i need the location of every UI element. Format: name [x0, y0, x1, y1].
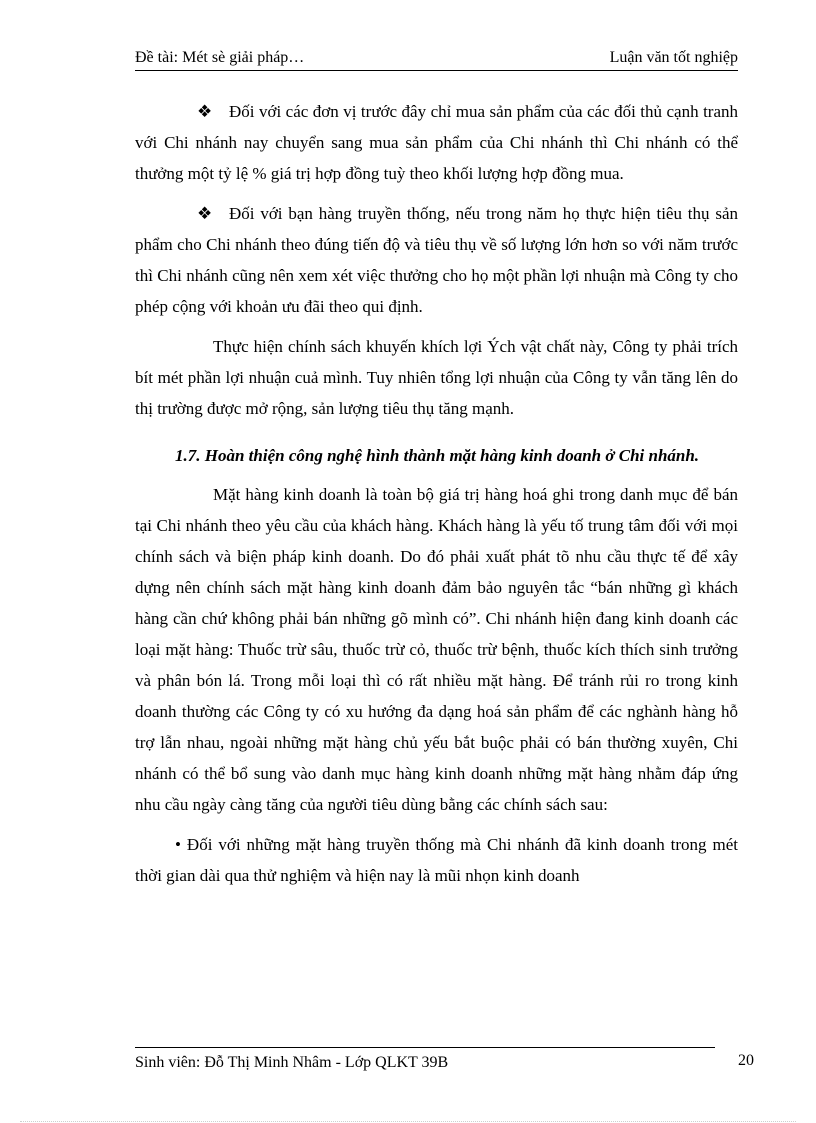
page-header: [135, 48, 738, 71]
paragraph-text: Đối với các đơn vị trước đây chỉ mua sản phẩm của các đối thủ cạnh tranh với Chi nhánh nay chuyển sang mua sản phẩm của Chi nhánh thì Chi nhánh có thể thưởng một tỷ lệ % giá trị hợp đồng tuỳ theo khối lượng hợp đồng mua.: [135, 102, 738, 183]
footer-divider: [135, 1047, 715, 1048]
header-thesis-label: Luận văn tốt nghiệp: [609, 49, 738, 66]
header-topic: Đề tài: Mét sè giải pháp…: [135, 49, 305, 66]
diamond-bullet-icon: ❖: [197, 102, 213, 121]
dot-bullet-paragraph: [135, 829, 738, 891]
bullet-paragraph-1: [135, 96, 738, 189]
page-number: 20: [738, 1052, 754, 1069]
dot-bullet-icon: •: [175, 835, 181, 854]
page-body: [135, 96, 738, 900]
paragraph-text: Đối với những mặt hàng truyền thống mà Chi nhánh đã kinh doanh trong mét thời gian dài qua thử nghiệm và hiện nay là mũi nhọn kinh doanh: [135, 835, 739, 885]
section-heading: 1.7. Hoàn thiện công nghệ hình thành mặt hàng kinh doanh ở Chi nhánh.: [175, 446, 700, 465]
footer-student-info: Sinh viên: Đỗ Thị Minh Nhâm - Lớp QLKT 39B: [135, 1054, 449, 1071]
diamond-bullet-icon: ❖: [197, 204, 213, 223]
paragraph-product-line: Mặt hàng kinh doanh là toàn bộ giá trị hàng hoá ghi trong danh mục để bán tại Chi nhánh theo yêu cầu của khách hàng. Khách hàng là yếu tố trung tâm đối với mọi chính sách và biện pháp kinh doanh. Do đó phải xuất phát tõ nhu cầu thực tế để xây dựng nên chính sách mặt hàng kinh doanh đảm bảo nguyên tắc “bán những gì khách hàng cần chứ không phải bán những gõ mình có”. Chi nhánh hiện đang kinh doanh các loại mặt hàng: Thuốc trừ sâu, thuốc trừ cỏ, thuốc trừ bệnh, thuốc kích thích sinh trưởng và phân bón lá. Trong mỗi loại thì có rất nhiều mặt hàng. Để tránh rủi ro trong kinh doanh thường các Công ty có xu hướng đa dạng hoá sản phẩm để các nghành hàng hỗ trợ lẫn nhau, ngoài những mặt hàng chủ yếu bắt buộc phải có bán thường xuyên, Chi nhánh có thể bổ sung vào danh mục hàng kinh doanh những mặt hàng nhằm đáp ứng nhu cầu ngày càng tăng của người tiêu dùng bằng các chính sách sau:: [135, 485, 738, 814]
paragraph-reward-policy: Thực hiện chính sách khuyến khích lợi Ých vật chất này, Công ty phải trích bít mét phần lợi nhuận cuả mình. Tuy nhiên tổng lợi nhuận của Công ty vẫn tăng lên do thị trường được mở rộng, sản lượng tiêu thụ tăng mạnh.: [135, 337, 738, 418]
page-edge-divider: [20, 1121, 796, 1122]
paragraph-text: Đối với bạn hàng truyền thống, nếu trong năm họ thực hiện tiêu thụ sản phẩm cho Chi nhánh theo đúng tiến độ và tiêu thụ về số lượng lớn hơn so với năm trước thì Chi nhánh cũng nên xem xét việc thưởng cho họ một phần lợi nhuận mà Công ty cho phép cộng với khoản ưu đãi theo qui định.: [135, 204, 738, 316]
bullet-paragraph-2: [135, 198, 738, 322]
